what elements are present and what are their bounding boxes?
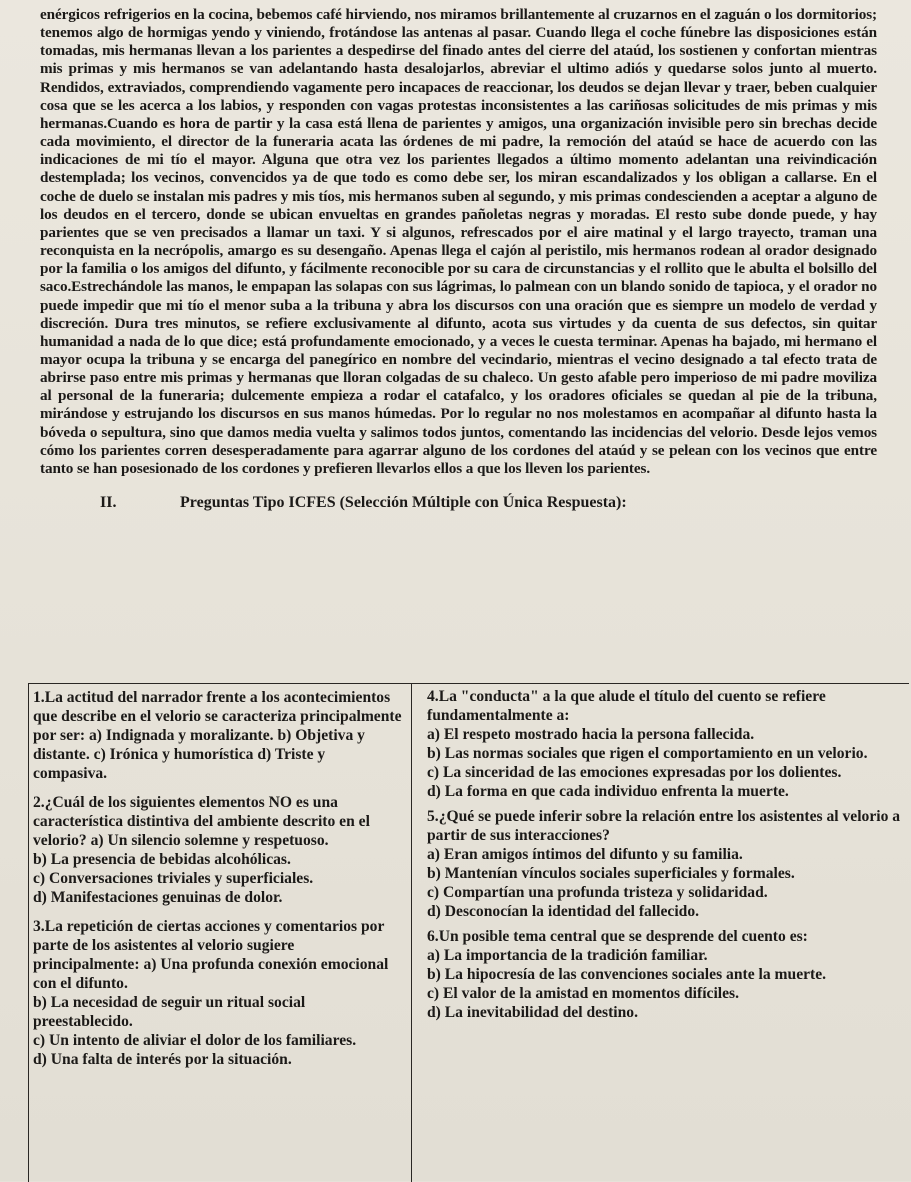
question-2-option-d: d) Manifestaciones genuinas de dolor.: [33, 889, 283, 906]
question-6-stem: 6.Un posible tema central que se desprende del cuento es:: [427, 928, 808, 945]
question-3-option-d: d) Una falta de interés por la situación.: [33, 1051, 292, 1068]
question-5-option-c: c) Compartían una profunda tristeza y solidaridad.: [427, 884, 768, 901]
questions-table: [28, 683, 909, 1182]
story-passage: enérgicos refrigerios en la cocina, bebemos café hirviendo, nos miramos brillantemente al cruzarnos en el zaguán o los dormitorios; tenemos algo de hormigas yendo y viniendo, frotándose las antenas al pasar. Cuando llega el coche fúnebre las disposiciones están tomadas, mis hermanas llevan a los parientes a despedirse del finado antes del cierre del ataúd, los sostienen y confortan mientras mis primas y mis hermanos se van adelantando hasta desalojarlos, abreviar el ultimo adiós y quedarse solos junto al muerto. Rendidos, extraviados, comprendiendo vagamente pero incapaces de reaccionar, los deudos se dejan llevar y traer, beben cualquier cosa que se les acerca a los labios, y responden con vagas protestas inconsistentes a las cariñosas solicitudes de mis primas y mis hermanas.Cuando es hora de partir y la casa está llena de parientes y amigos, una organización invisible pero sin brechas decide cada movimiento, el director de la funeraria acata las órdenes de mi padre, la remoción del ataúd se hace de acuerdo con las indicaciones de mi tío el mayor. Alguna que otra vez los parientes llegados a último momento adelantan una reivindicación destemplada; los vecinos, convencidos ya de que todo es como debe ser, los miran escandalizados y los obligan a callarse. En el coche de duelo se instalan mis padres y mis tíos, mis hermanos suben al segundo, y mis primas condescienden a aceptar a alguno de los deudos en el tercero, donde se ubican envueltas en grandes pañoletas negras y moradas. El resto sube donde puede, y hay parientes que se ven precisados a llamar un taxi. Y si algunos, refrescados por el aire matinal y el largo trayecto, traman una reconquista en la necrópolis, amargo es su desengaño. Apenas llega el cajón al peristilo, mis hermanos rodean al orador designado por la familia o los amigos del difunto, y fácilmente reconocible por su cara de circunstancias y el rollito que le abulta el bolsillo del saco.Estrechándole las manos, le empapan las solapas con sus lágrimas, lo palmean con un blando sonido de tapioca, y el orador no puede impedir que mi tío el menor suba a la tribuna y abra los discursos con una oración que es siempre un modelo de verdad y discreción. Dura tres minutos, se refiere exclusivamente al difunto, acota sus virtudes y da cuenta de sus defectos, sin quitar humanidad a nada de lo que dice; está profundamente emocionado, y a veces le cuesta terminar. Apenas ha bajado, mi hermano el mayor ocupa la tribuna y se encarga del panegírico en nombre del vecindario, mientras el vecino designado a tal efecto trata de abrirse paso entre mis primas y hermanas que lloran colgadas de su chaleco. Un gesto afable pero imperioso de mi padre moviliza al personal de la funeraria; dulcemente empieza a rodar el catafalco, y los oradores oficiales se quedan al pie de la tribuna, mirándose y estrujando los discursos en sus manos húmedas. Por lo regular no nos molestamos en acompañar al difunto hasta la bóveda o sepultura, sino que damos media vuelta y salimos todos juntos, comentando las incidencias del velorio. Desde lejos vemos cómo los parientes corren desesperadamente para agarrar alguno de los cordones del ataúd y se pelean con los vecinos que entre tanto se han posesionado de los cordones y prefieren llevarlos ellos a que los lleven los parientes.: [40, 6, 877, 477]
section-heading: [100, 494, 877, 512]
question-3-stem: 3.La repetición de ciertas acciones y comentarios por parte de los asistentes al velorio sugiere principalmente: a) Una profunda conexión emocional con el difunto.: [33, 918, 389, 992]
section-title: Preguntas Tipo ICFES (Selección Múltiple con Única Respuesta):: [180, 494, 627, 512]
questions-left-column: [29, 684, 412, 1182]
question-4: [427, 687, 905, 801]
question-5-option-b: b) Mantenían vínculos sociales superficiales y formales.: [427, 865, 795, 882]
question-4-option-a: a) El respeto mostrado hacia la persona fallecida.: [427, 726, 755, 743]
question-4-option-c: c) La sinceridad de las emociones expresadas por los dolientes.: [427, 764, 842, 781]
question-5-stem: 5.¿Qué se puede inferir sobre la relación entre los asistentes al velorio a partir de sus interacciones?: [427, 808, 901, 844]
question-1: [33, 688, 403, 783]
question-6-option-d: d) La inevitabilidad del destino.: [427, 1004, 638, 1021]
question-4-stem: 4.La "conducta" a la que alude el título del cuento se refiere fundamentalmente a:: [427, 688, 826, 724]
question-4-option-d: d) La forma en que cada individuo enfrenta la muerte.: [427, 783, 789, 800]
question-6-option-a: a) La importancia de la tradición familiar.: [427, 947, 708, 964]
question-2-stem: 2.¿Cuál de los siguientes elementos NO es una característica distintiva del ambiente descrito en el velorio? a) Un silencio solemne y respetuoso.: [33, 794, 370, 849]
question-5-option-a: a) Eran amigos íntimos del difunto y su familia.: [427, 846, 743, 863]
section-number: II.: [100, 494, 117, 512]
question-2: [33, 793, 403, 907]
question-6-option-c: c) El valor de la amistad en momentos difíciles.: [427, 985, 739, 1002]
question-3: [33, 917, 403, 1069]
question-6-option-b: b) La hipocresía de las convenciones sociales ante la muerte.: [427, 966, 827, 983]
question-2-option-c: c) Conversaciones triviales y superficiales.: [33, 870, 314, 887]
question-4-option-b: b) Las normas sociales que rigen el comportamiento en un velorio.: [427, 745, 868, 762]
question-6: [427, 927, 905, 1022]
question-3-option-b: b) La necesidad de seguir un ritual social preestablecido.: [33, 994, 306, 1030]
questions-right-column: [412, 684, 909, 1182]
question-1-stem: 1.La actitud del narrador frente a los acontecimientos que describe en el velorio se caracteriza principalmente por ser: a) Indignada y moralizante. b) Objetiva y distante. c) Irónica y humorística d) Triste y compasiva.: [33, 689, 402, 782]
question-5: [427, 807, 905, 921]
question-2-option-b: b) La presencia de bebidas alcohólicas.: [33, 851, 291, 868]
question-5-option-d: d) Desconocían la identidad del fallecido.: [427, 903, 700, 920]
question-3-option-c: c) Un intento de aliviar el dolor de los familiares.: [33, 1032, 357, 1049]
